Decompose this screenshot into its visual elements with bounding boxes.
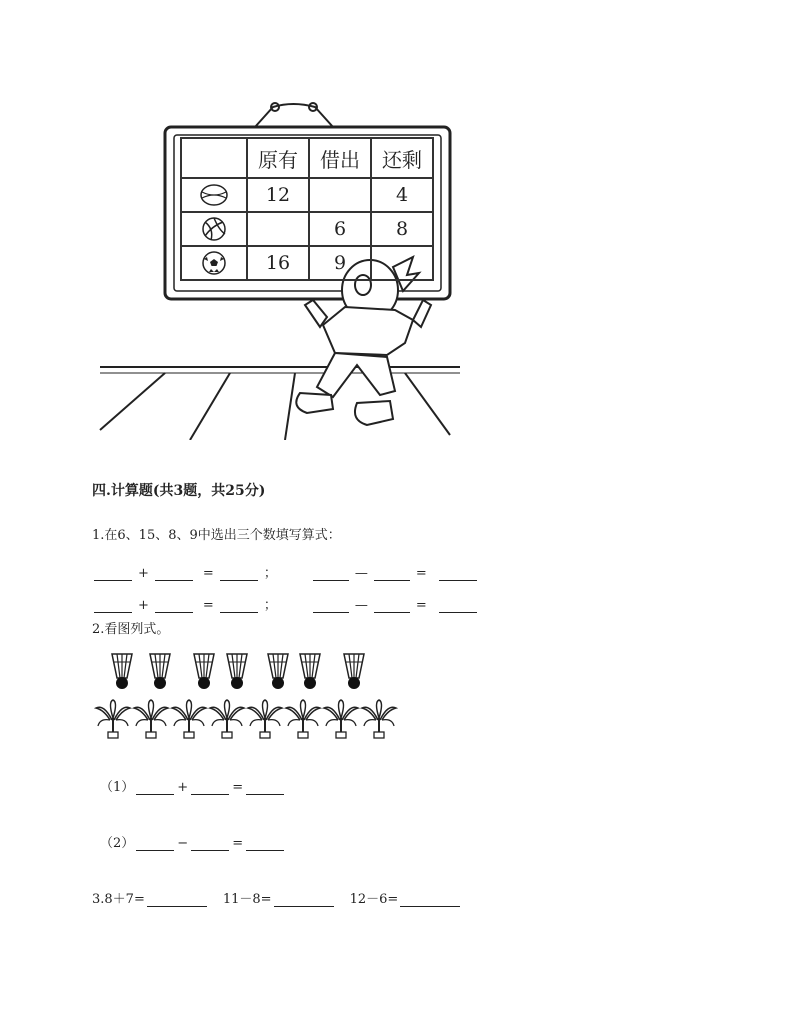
board-header-cell: 原有 xyxy=(247,138,309,178)
question-3 xyxy=(92,888,462,907)
equals-sign: = xyxy=(415,598,427,613)
line-label: （2） xyxy=(100,836,135,851)
shuttlecock-row xyxy=(100,650,400,690)
plant-icon xyxy=(210,700,244,738)
plant-row xyxy=(92,698,412,743)
answer-blank[interactable] xyxy=(400,892,460,907)
board-cell: 4 xyxy=(371,178,433,212)
answer-blank[interactable] xyxy=(94,566,132,581)
board-header-cell: 借出 xyxy=(309,138,371,178)
board-header-cell xyxy=(181,138,247,178)
plus-sign: + xyxy=(138,598,149,613)
board-cell xyxy=(371,246,433,280)
q2-line-2 xyxy=(100,832,286,851)
separator: ； xyxy=(263,566,277,581)
board-header-cell: 还剩 xyxy=(371,138,433,178)
equals-sign: = xyxy=(232,836,244,851)
board-row xyxy=(181,212,433,246)
answer-blank[interactable] xyxy=(136,836,174,851)
expression-2: 11－8= xyxy=(222,892,272,907)
shuttlecock-icon xyxy=(344,654,364,689)
board-cell xyxy=(247,212,309,246)
plant-icon xyxy=(96,700,130,738)
answer-blank[interactable] xyxy=(439,598,477,613)
equals-sign: = xyxy=(202,598,214,613)
answer-blank[interactable] xyxy=(155,566,193,581)
shuttlecock-icon xyxy=(227,654,247,689)
q2-line-1 xyxy=(100,776,286,795)
board-cell: 8 xyxy=(371,212,433,246)
answer-blank[interactable] xyxy=(147,892,207,907)
minus-sign: — xyxy=(354,598,368,613)
answer-blank[interactable] xyxy=(220,598,258,613)
board-cell: 9 xyxy=(309,246,371,280)
plus-sign: + xyxy=(138,566,149,581)
answer-blank[interactable] xyxy=(313,566,349,581)
board-header-row xyxy=(181,138,433,178)
answer-blank[interactable] xyxy=(246,836,284,851)
separator: ； xyxy=(263,598,277,613)
minus-sign: — xyxy=(354,566,368,581)
line-label: （1） xyxy=(100,780,135,795)
section-title: 四.计算题(共3题，共25分) xyxy=(92,483,266,499)
answer-blank[interactable] xyxy=(94,598,132,613)
shuttlecock-icon xyxy=(150,654,170,689)
answer-blank[interactable] xyxy=(246,780,284,795)
equals-sign: = xyxy=(232,780,244,795)
answer-blank[interactable] xyxy=(374,566,410,581)
board-table xyxy=(180,137,434,281)
plant-icon xyxy=(248,700,282,738)
minus-sign: − xyxy=(177,836,189,851)
answer-blank[interactable] xyxy=(374,598,410,613)
board-row xyxy=(181,178,433,212)
answer-blank[interactable] xyxy=(191,780,229,795)
q1-line-1 xyxy=(92,562,479,581)
board-cell xyxy=(309,178,371,212)
question-1-prompt: 1.在6、15、8、9中选出三个数填写算式： xyxy=(92,528,341,543)
shuttlecock-icon xyxy=(194,654,214,689)
shuttlecock-icon xyxy=(300,654,320,689)
q1-line-2 xyxy=(92,594,479,613)
answer-blank[interactable] xyxy=(155,598,193,613)
board-cell: 12 xyxy=(247,178,309,212)
answer-blank[interactable] xyxy=(191,836,229,851)
board-cell: 16 xyxy=(247,246,309,280)
answer-blank[interactable] xyxy=(313,598,349,613)
board-cell: 6 xyxy=(309,212,371,246)
plant-icon xyxy=(324,700,358,738)
board-row xyxy=(181,246,433,280)
plant-icon xyxy=(134,700,168,738)
answer-blank[interactable] xyxy=(274,892,334,907)
answer-blank[interactable] xyxy=(439,566,477,581)
answer-blank[interactable] xyxy=(136,780,174,795)
soccer-ball-icon xyxy=(181,246,247,280)
plant-icon xyxy=(172,700,206,738)
expression-3: 12－6= xyxy=(349,892,399,907)
plus-sign: + xyxy=(177,780,189,795)
plant-icon xyxy=(286,700,320,738)
plant-icon xyxy=(362,700,396,738)
equals-sign: = xyxy=(415,566,427,581)
question-2-prompt: 2.看图列式。 xyxy=(92,622,170,637)
basketball-icon xyxy=(181,178,247,212)
expression-1: 3.8＋7= xyxy=(92,892,145,907)
kid-figure xyxy=(296,257,431,425)
shuttlecock-icon xyxy=(268,654,288,689)
answer-blank[interactable] xyxy=(220,566,258,581)
volleyball-icon xyxy=(181,212,247,246)
equals-sign: = xyxy=(202,566,214,581)
shuttlecock-icon xyxy=(112,654,132,689)
